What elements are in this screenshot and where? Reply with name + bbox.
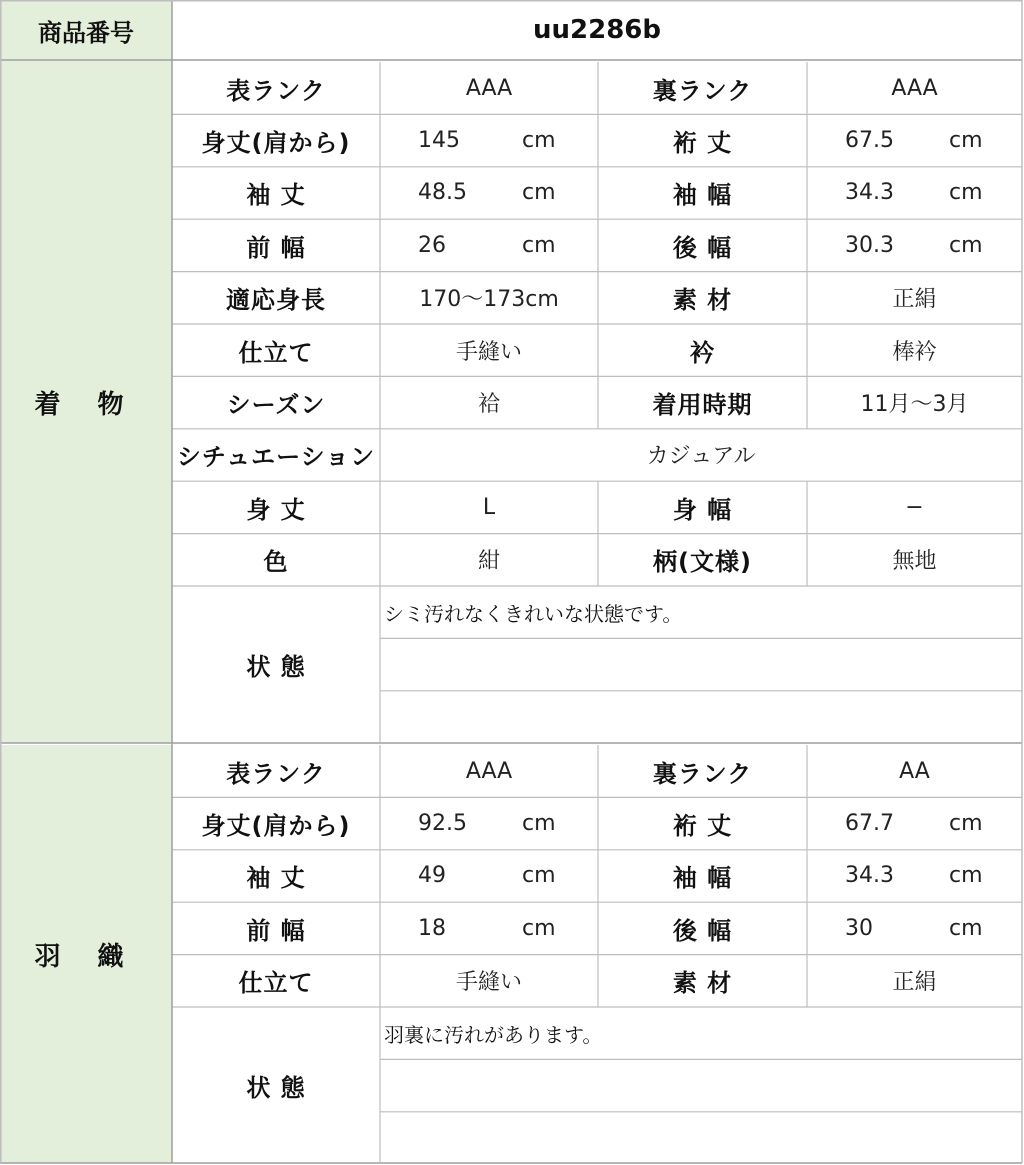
row-label-text: 袖 丈 — [246, 181, 306, 210]
row-value — [807, 902, 1022, 954]
row-value — [807, 745, 1022, 797]
row-value-text: 手縫い — [455, 970, 522, 996]
condition-line — [380, 691, 1022, 743]
row-label — [598, 481, 807, 533]
product-number-value-text: uu2286b — [533, 15, 661, 45]
row-value — [807, 376, 1022, 428]
row-value — [380, 797, 598, 849]
row-label — [598, 167, 807, 219]
row-label — [172, 272, 380, 324]
row-label — [172, 955, 380, 1007]
row-label-text: 裏ランク — [652, 759, 753, 788]
situation-value — [380, 429, 1022, 481]
row-value-unit: cm — [949, 180, 983, 206]
row-value — [380, 114, 598, 166]
condition-label — [172, 1007, 380, 1164]
condition-line — [380, 1059, 1022, 1111]
row-value-unit: cm — [949, 915, 983, 941]
row-label-text: 袖 丈 — [246, 864, 306, 893]
row-value — [380, 745, 598, 797]
row-label-text: 身 幅 — [672, 495, 733, 524]
section-label-kimono-text: 着 物 — [34, 390, 138, 420]
row-label-text: 袖 幅 — [672, 181, 733, 210]
row-label — [598, 324, 807, 376]
row-value-unit: cm — [522, 232, 556, 258]
row-value-number: 30 — [845, 915, 873, 941]
row-label-text: 衿 — [690, 338, 715, 367]
row-value-number: 18 — [418, 915, 446, 941]
row-label — [172, 797, 380, 849]
row-label — [172, 167, 380, 219]
row-label — [172, 62, 380, 114]
row-label-text: 前 幅 — [246, 233, 306, 262]
row-label-text: 仕立て — [238, 969, 314, 998]
row-label-text: 表ランク — [226, 76, 326, 105]
row-value — [380, 481, 598, 533]
row-value-text: 手縫い — [455, 339, 522, 365]
product-number-label-text: 商品番号 — [38, 18, 134, 47]
row-value — [807, 534, 1022, 586]
row-value-text: 紺 — [477, 549, 500, 575]
row-value — [380, 219, 598, 271]
row-label — [172, 902, 380, 954]
row-value — [807, 62, 1022, 114]
row-value-number: 67.7 — [845, 811, 894, 837]
situation-label-text: シチュエーション — [176, 443, 376, 472]
row-label-text: 適応身長 — [226, 286, 326, 315]
row-label — [172, 850, 380, 902]
row-label-text: 裄 丈 — [672, 812, 733, 841]
row-value-text: 11月〜3月 — [860, 392, 969, 418]
row-value-unit: cm — [949, 232, 983, 258]
row-value — [807, 955, 1022, 1007]
row-label — [172, 481, 380, 533]
row-value-unit: cm — [522, 915, 556, 941]
row-value — [380, 324, 598, 376]
section-label-haori-text: 羽 織 — [34, 941, 138, 972]
row-value — [380, 167, 598, 219]
row-value-number: 26 — [418, 232, 446, 258]
row-value-text: AAA — [891, 75, 938, 101]
row-value-number: 92.5 — [418, 811, 467, 837]
section-label-kimono — [0, 62, 172, 743]
product-number-label — [0, 0, 172, 60]
row-value — [380, 850, 598, 902]
row-value — [380, 272, 598, 324]
condition-label-text: 状 態 — [246, 1074, 306, 1103]
row-value-text: − — [905, 494, 924, 520]
row-label-text: 身丈(肩から) — [201, 812, 351, 841]
section-label-haori — [0, 745, 172, 1163]
row-label-text: 身丈(肩から) — [201, 129, 351, 158]
row-label — [172, 114, 380, 166]
condition-line — [380, 638, 1022, 690]
condition-line — [380, 586, 1022, 638]
row-value-text: AAA — [465, 75, 513, 101]
row-value — [807, 114, 1022, 166]
row-value-unit: cm — [949, 863, 983, 889]
row-value — [380, 955, 598, 1007]
row-label-text: 身 丈 — [246, 495, 306, 524]
condition-line-text: シミ汚れなくきれいな状態です。 — [384, 601, 683, 626]
row-value-text: AAA — [465, 758, 513, 784]
row-label — [598, 219, 807, 271]
row-value-unit: cm — [522, 863, 556, 889]
row-value-text: 袷 — [477, 392, 500, 418]
situation-label — [172, 429, 380, 481]
row-value-unit: cm — [522, 128, 556, 154]
row-value-text: 無地 — [892, 549, 937, 575]
row-label — [598, 902, 807, 954]
row-label — [598, 62, 807, 114]
row-label-text: 袖 幅 — [672, 864, 733, 893]
row-value-text: 正絹 — [892, 970, 937, 996]
row-value-unit: cm — [522, 180, 556, 206]
row-value-number: 145 — [418, 128, 460, 154]
row-label-text: 後 幅 — [672, 916, 733, 945]
row-value-number: 67.5 — [845, 128, 894, 154]
row-value — [807, 167, 1022, 219]
situation-value-text: カジュアル — [646, 444, 756, 470]
row-label — [598, 114, 807, 166]
row-value — [380, 902, 598, 954]
row-label-text: 裄 丈 — [672, 129, 733, 158]
row-label — [172, 376, 380, 428]
row-value-unit: cm — [949, 128, 983, 154]
row-value-number: 34.3 — [845, 180, 894, 206]
product-number-value — [172, 0, 1022, 60]
row-label-text: 前 幅 — [246, 916, 306, 945]
row-value-number: 48.5 — [418, 180, 467, 206]
row-label — [598, 797, 807, 849]
row-label — [172, 534, 380, 586]
row-label — [598, 850, 807, 902]
row-label — [172, 745, 380, 797]
row-value — [807, 797, 1022, 849]
row-value — [807, 481, 1022, 533]
condition-label-text: 状 態 — [246, 653, 306, 682]
row-value-text: 170〜173cm — [419, 287, 559, 313]
row-value-number: 49 — [418, 863, 446, 889]
condition-line — [380, 1112, 1022, 1164]
row-label-text: 裏ランク — [652, 76, 753, 105]
row-value — [380, 62, 598, 114]
row-label-text: 素 材 — [672, 286, 733, 315]
condition-line-text: 羽裏に汚れがあります。 — [384, 1022, 603, 1047]
condition-label — [172, 586, 380, 743]
row-value-unit: cm — [949, 811, 983, 837]
row-value-text: 棒衿 — [892, 339, 937, 365]
row-value — [807, 272, 1022, 324]
row-label — [172, 324, 380, 376]
row-label-text: 柄(文様) — [653, 548, 752, 577]
row-value-unit: cm — [522, 811, 556, 837]
row-label-text: 仕立て — [238, 338, 314, 367]
row-label — [598, 745, 807, 797]
row-label — [598, 534, 807, 586]
row-value-number: 34.3 — [845, 863, 894, 889]
row-label-text: 表ランク — [226, 759, 326, 788]
row-label — [598, 272, 807, 324]
row-label-text: 色 — [263, 548, 289, 577]
row-label-text: 素 材 — [672, 969, 733, 998]
row-label-text: 後 幅 — [672, 233, 733, 262]
row-value — [807, 850, 1022, 902]
row-label — [598, 955, 807, 1007]
row-value-number: 30.3 — [845, 232, 894, 258]
row-value — [807, 324, 1022, 376]
row-label-text: シーズン — [226, 391, 326, 420]
row-value — [807, 219, 1022, 271]
row-value — [380, 534, 598, 586]
row-value-text: 正絹 — [892, 287, 937, 313]
row-label — [598, 376, 807, 428]
row-label — [172, 219, 380, 271]
row-value-text: L — [482, 494, 496, 520]
row-label-text: 着用時期 — [652, 391, 753, 420]
condition-line — [380, 1007, 1022, 1059]
row-value — [380, 376, 598, 428]
row-value-text: AA — [899, 758, 930, 784]
